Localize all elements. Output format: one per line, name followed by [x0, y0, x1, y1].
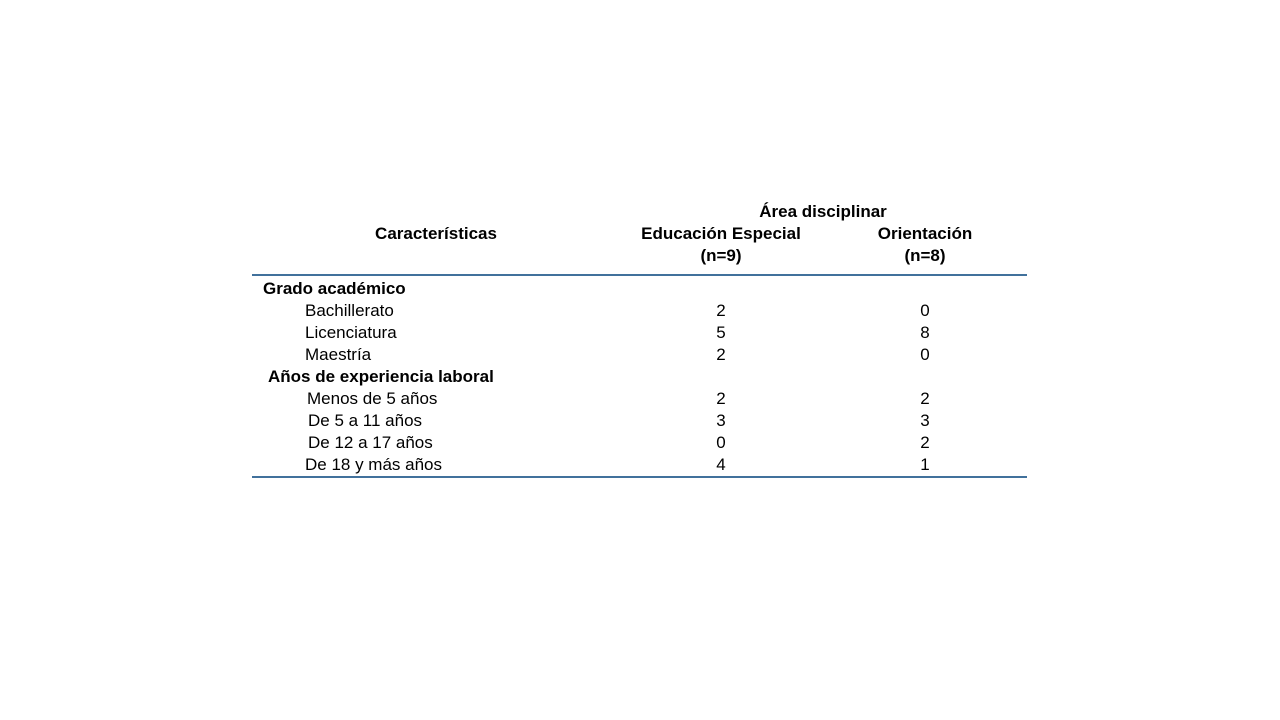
row-value-educacion-especial: 2 [716, 301, 726, 320]
row-value-educacion-especial: 2 [716, 389, 726, 408]
row-value-educacion-especial: 2 [716, 345, 726, 364]
row-label: De 18 y más años [305, 455, 443, 474]
group-header-area-disciplinar: Área disciplinar [759, 202, 887, 221]
row-label: De 5 a 11 años [308, 411, 423, 430]
section-title-anos-experiencia: Años de experiencia laboral [268, 367, 494, 386]
header-rule [252, 274, 1027, 276]
row-value-orientacion: 2 [920, 389, 930, 408]
row-value-educacion-especial: 5 [716, 323, 726, 342]
column-n-educacion-especial: (n=9) [700, 246, 742, 265]
row-label: De 12 a 17 años [308, 433, 433, 452]
column-header-educacion-especial: Educación Especial [641, 224, 801, 243]
column-header-characteristics: Características [375, 224, 497, 243]
row-label: Licenciatura [305, 323, 397, 342]
column-n-orientacion: (n=8) [904, 246, 946, 265]
column-header-orientacion: Orientación [877, 224, 973, 243]
row-label: Menos de 5 años [307, 389, 438, 408]
section-title-grado-academico: Grado académico [263, 279, 406, 298]
row-value-orientacion: 0 [920, 345, 930, 364]
row-value-orientacion: 2 [920, 433, 930, 452]
row-label: Maestría [305, 345, 372, 364]
row-value-orientacion: 0 [920, 301, 930, 320]
row-label: Bachillerato [305, 301, 394, 320]
row-value-orientacion: 3 [920, 411, 930, 430]
row-value-orientacion: 1 [920, 455, 930, 474]
row-value-orientacion: 8 [920, 323, 930, 342]
row-value-educacion-especial: 3 [716, 411, 726, 430]
row-value-educacion-especial: 0 [716, 433, 726, 452]
bottom-rule [252, 476, 1027, 478]
row-value-educacion-especial: 4 [716, 455, 726, 474]
characteristics-table [252, 200, 1027, 480]
